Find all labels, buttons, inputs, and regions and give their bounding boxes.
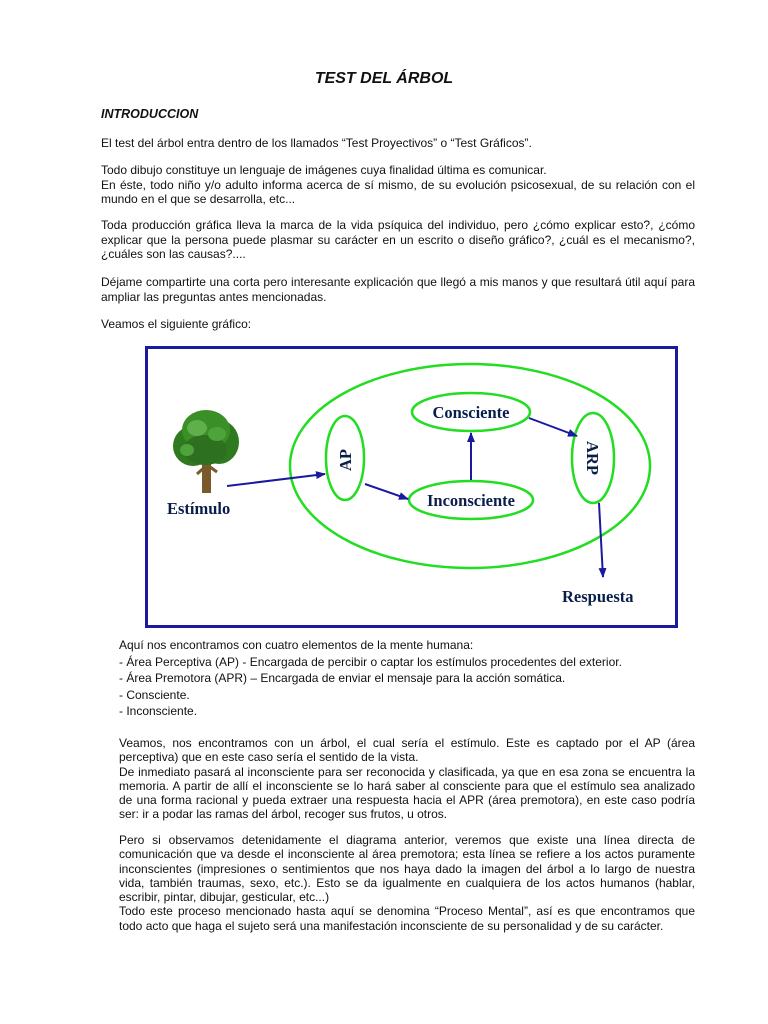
body-paragraph-1	[119, 736, 695, 822]
response-label: Respuesta	[562, 587, 634, 606]
paragraph-text: Todo dibujo constituye un lenguaje de imágenes cuya finalidad última es comunicar.	[101, 163, 547, 177]
intro-paragraph-2	[101, 163, 695, 207]
paragraph-text: En éste, todo niño y/o adulto informa acerca de sí mismo, de su evolución psicosexual, de su relación con el mundo en el que se desarrolla, etc...	[101, 177, 695, 206]
list-intro: Aquí nos encontramos con cuatro elementos de la mente humana:	[119, 638, 474, 652]
paragraph-text: El test del árbol entra dentro de los llamados “Test Proyectivos” o “Test Gráficos”.	[101, 136, 532, 150]
intro-paragraph-1	[101, 136, 695, 151]
list-item: - Consciente.	[119, 687, 190, 702]
stimulus-label: Estímulo	[167, 499, 231, 518]
list-item: - Área Perceptiva (AP) - Encargada de percibir o captar los estímulos procedentes del exterior.	[119, 654, 622, 669]
section-heading: INTRODUCCION	[101, 107, 199, 121]
list-item: - Inconsciente.	[119, 704, 198, 718]
paragraph-text: Toda producción gráfica lleva la marca de la vida psíquica del individuo, pero ¿cómo explicar esto?, ¿cómo explicar que la persona puede plasmar su carácter en un escrito o diseño gráfico?, ¿cuál es el mecanismo?, ¿cuáles son las causas?....	[101, 218, 695, 261]
elements-list	[119, 637, 695, 720]
paragraph-text: Veamos el siguiente gráfico:	[101, 317, 252, 331]
paragraph-text: Todo este proceso mencionado hasta aquí se denomina “Proceso Mental”, así es que encontramos que todo acto que haga el sujeto será una manifestación inconsciente de su personalidad y de su carácter.	[119, 904, 695, 933]
intro-paragraph-3	[101, 218, 695, 262]
paragraph-text: Pero si observamos detenidamente el diagrama anterior, veremos que existe una línea directa de comunicación que va desde el inconsciente al área premotora; esta línea se refiere a los actos puramente inconscientes (impresiones o sentimientos que nos haya dado la imagen del árbol a lo largo de nuestra vida, también traumas, sexo, etc.). Esto se da igualmente en cualquiera de los actos humanos (hablar, escribir, pintar, dibujar, gesticular, etc...)	[119, 833, 695, 905]
paragraph-text: Déjame compartirte una corta pero interesante explicación que llegó a mis manos y que resultará útil aquí para ampliar las preguntas antes mencionadas.	[101, 275, 695, 304]
unconscious-label: Inconsciente	[427, 491, 515, 510]
paragraph-text: Veamos, nos encontramos con un árbol, el cual sería el estímulo. Este es captado por el AP (área perceptiva) que en este caso sería el sentido de la vista.	[119, 736, 695, 765]
intro-paragraph-5	[101, 317, 695, 332]
arp-label: ARP	[583, 441, 602, 475]
paragraph-text: De inmediato pasará al inconsciente para ser reconocida y clasificada, ya que en esa zona se encuentra la memoria. A partir de allí el inconsciente se lo hará saber al consciente para que el estímulo sea analizado de una forma racional y pueda extraer una respuesta hacia el APR (área premotora), en este caso podría ser: ir a podar las ramas del árbol, recoger sus frutos, u otros.	[119, 764, 695, 822]
ap-label: AP	[336, 449, 355, 471]
conscious-label: Consciente	[432, 403, 510, 422]
diagram-border	[147, 348, 677, 627]
mind-process-diagram	[145, 346, 678, 628]
page-title: TEST DEL ÁRBOL	[314, 70, 454, 87]
intro-paragraph-4	[101, 275, 695, 304]
body-paragraph-2	[119, 833, 695, 933]
list-item: - Área Premotora (APR) – Encargada de enviar el mensaje para la acción somática.	[119, 671, 566, 685]
